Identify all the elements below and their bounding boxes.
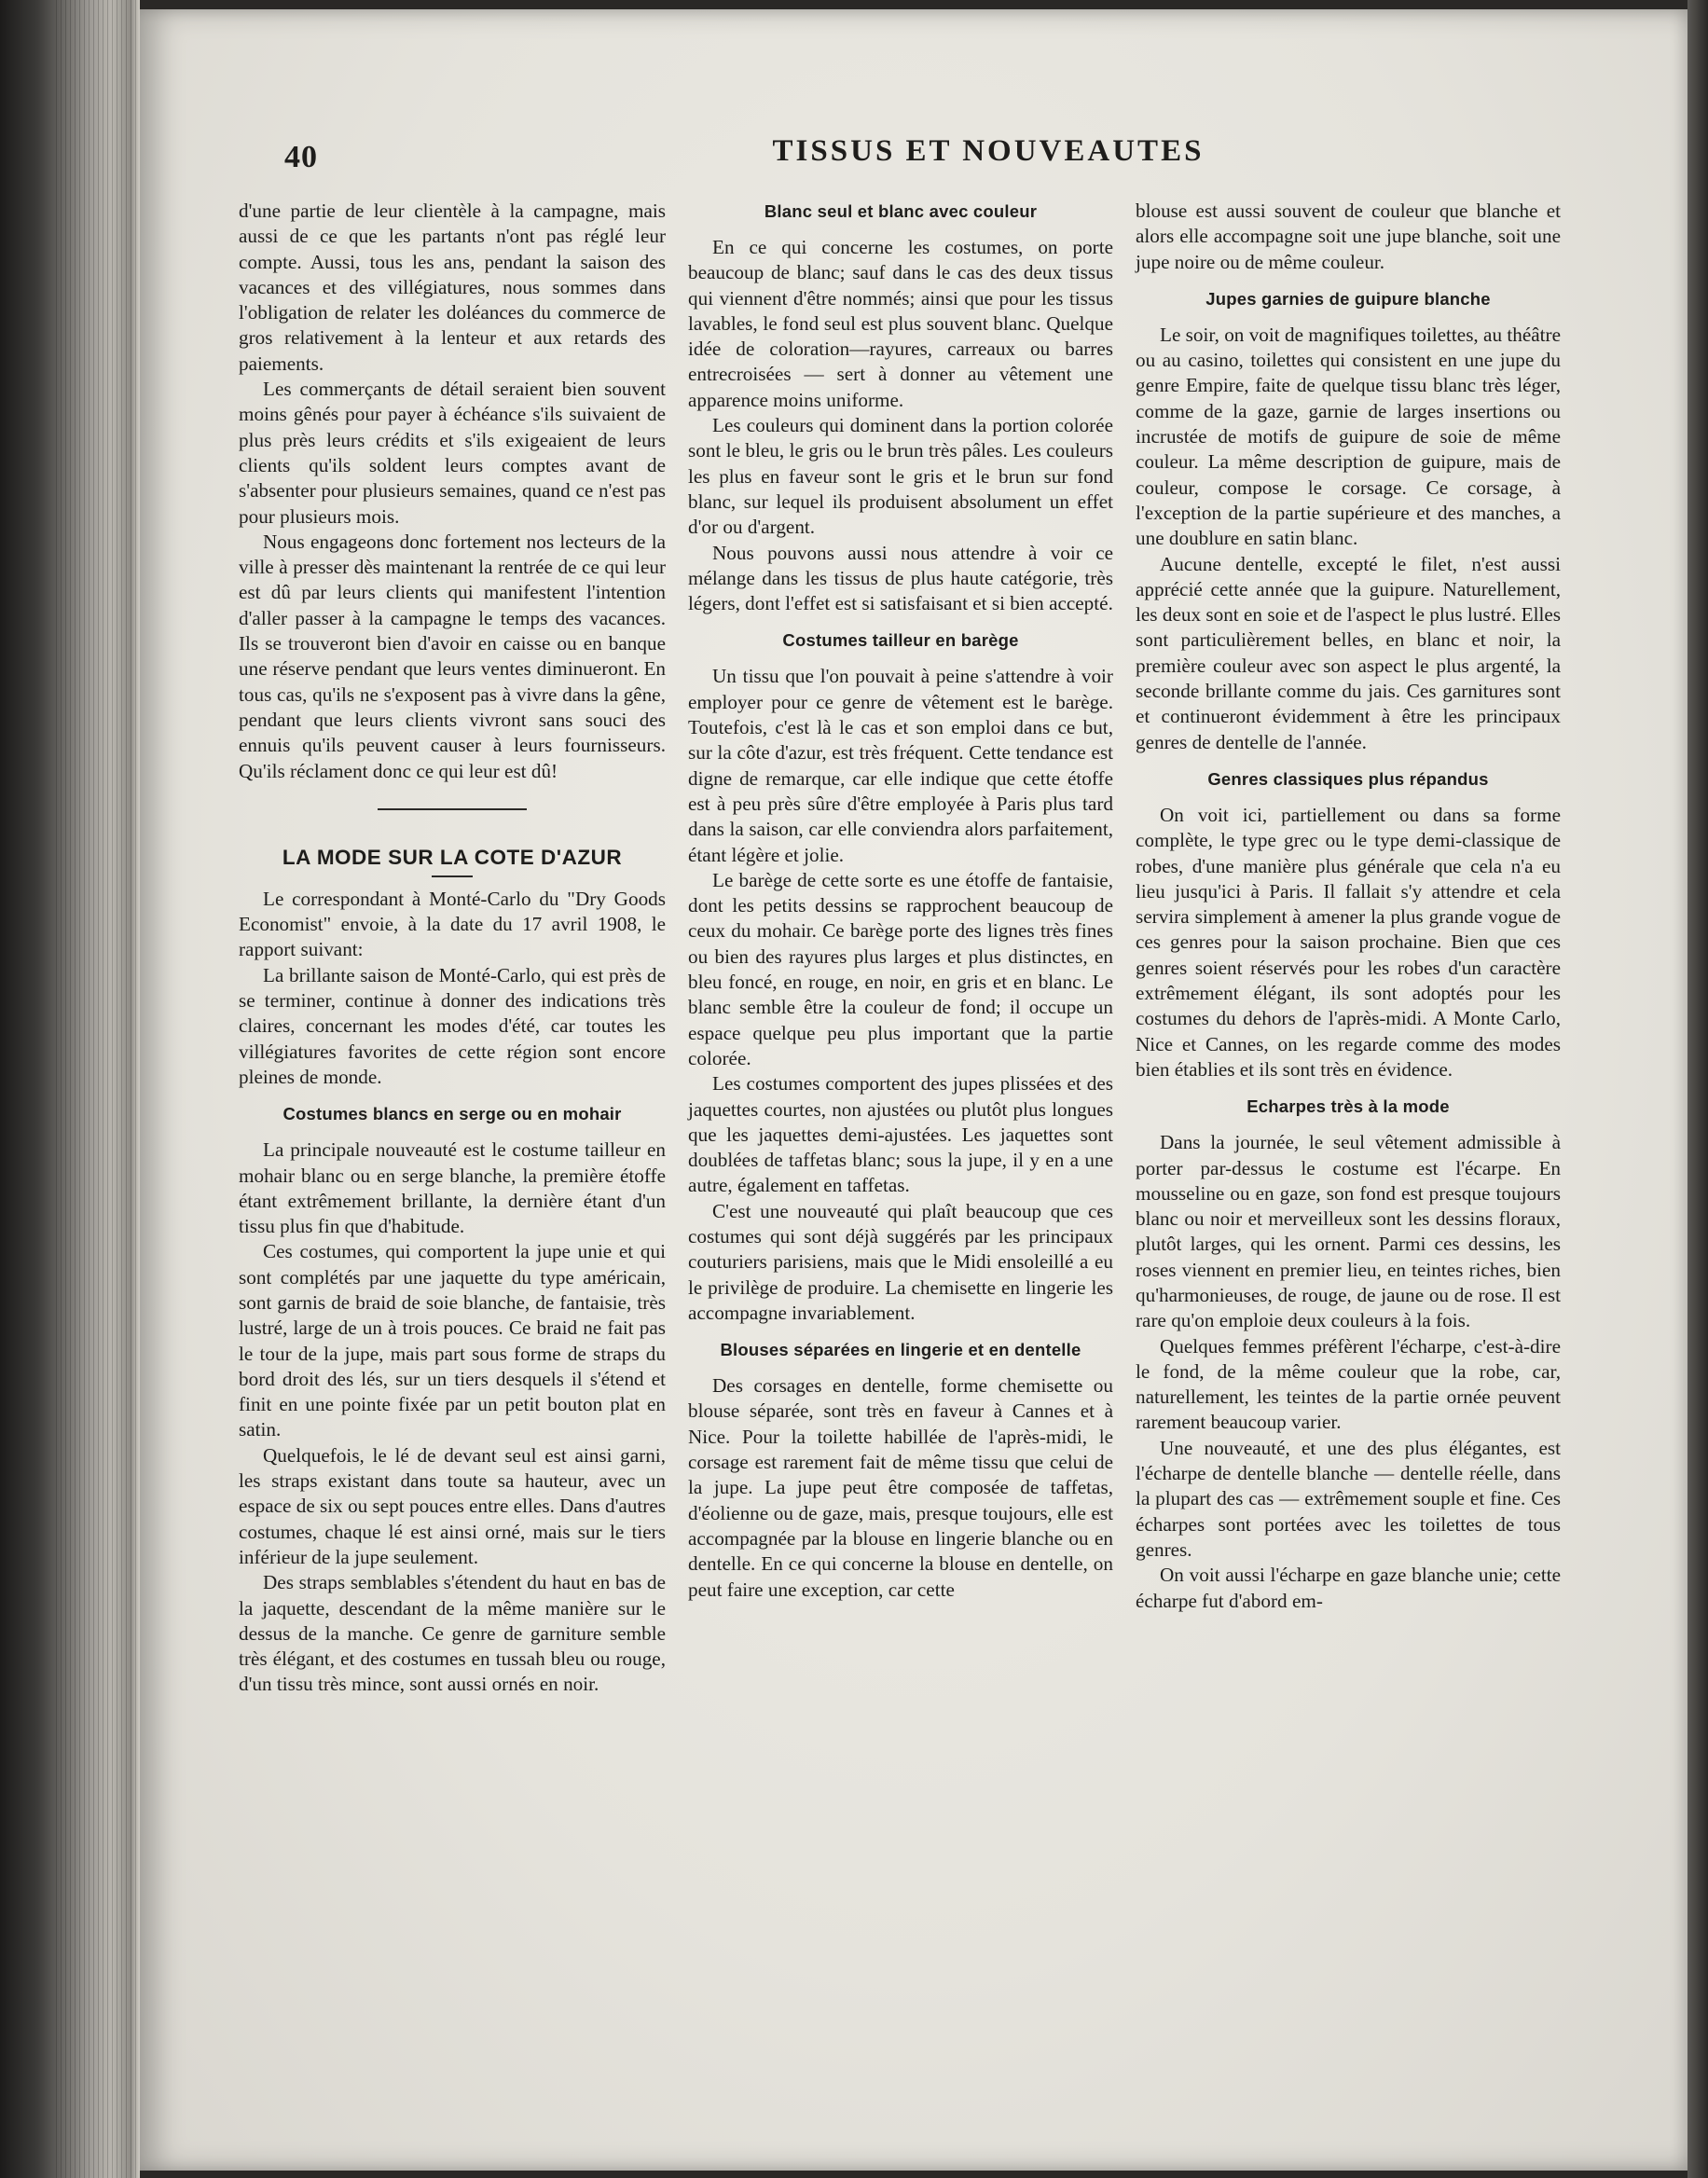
binding-shadow — [1687, 0, 1708, 2178]
paragraph: Quelques femmes préfèrent l'écharpe, c'est-à-dire le fond, de la même couleur que la robe, car, naturellement, les teintes de la partie ornée peuvent rarement beaucoup varier. — [1136, 1334, 1561, 1434]
paragraph: Le barège de cette sorte es une étoffe de fantaisie, dont les petits dessins se rapprochent beaucoup de ceux du mohair. Ce barège porte des lignes très fines ou bien des rayures plus larges et plus distinctes, en bleu foncé, en rouge, en noir, en gris et en blanc. Le blanc semble être la couleur de fond; il occupe un espace quelque peu plus important que la partie colorée. — [688, 868, 1113, 1069]
paragraph: On voit ici, partiellement ou dans sa forme complète, le type grec ou le type demi-classique de robes, d'une manière plus générale que cela n'a eu lieu jusqu'ici à Paris. Il fallait s'y attendre et cela servira simplement à amener la plus grande vogue de ces genres pour la saison prochaine. Bien que ces genres soient réservés pour les robes d'un caractère extrêmement élégant, ils sont adoptés pour les costumes du dehors de l'après-midi. A Monte Carlo, Nice et Cannes, on les regarde comme des modes bien établies et ils sont très en évidence. — [1136, 803, 1561, 1081]
paragraph: Nous pouvons aussi nous attendre à voir ce mélange dans les tissus de plus haute catégorie, très légers, dont l'effet est si satisfaisant et si bien accepté. — [688, 541, 1113, 615]
paragraph: blouse est aussi souvent de couleur que blanche et alors elle accompagne soit une jupe blanche, soit une jupe noire ou de même couleur. — [1136, 200, 1561, 273]
section-heading: Blouses séparées en lingerie et en dentelle — [720, 1340, 1081, 1360]
column-2 — [688, 199, 1113, 1603]
section-divider — [378, 808, 527, 810]
paragraph: Le soir, on voit de magnifiques toilettes, au théâtre ou au casino, toilettes qui consistent en une jupe du genre Empire, faite de quelque tissu blanc très léger, comme de la gaze, garnie de larges insertions ou incrustée de motifs de guipure de soie de même couleur. La même description de guipure, mais de couleur, compose le corsage. Ce corsage, à l'exception de la partie supérieure et des manches, a une doublure en satin blanc. — [1136, 323, 1561, 550]
paragraph: La principale nouveauté est le costume tailleur en mohair blanc ou en serge blanche, la première étoffe étant extrêmement brillante, la dernière étant d'un tissu plus fin que d'habitude. — [239, 1138, 666, 1238]
section-heading: Blanc seul et blanc avec couleur — [764, 201, 1038, 221]
stacked-leaves — [56, 0, 140, 2178]
column-3 — [1136, 199, 1561, 1614]
page-number: 40 — [284, 140, 318, 174]
magazine-page — [140, 9, 1687, 2171]
article-title: LA MODE SUR LA COTE D'AZUR — [282, 845, 623, 869]
paragraph: Les costumes comportent des jupes plissées et des jaquettes courtes, non ajustées ou plutôt plus longues que les jaquettes demi-ajustées. Les jaquettes sont doublées de taffetas blanc; sous la jupe, il y en a une autre, également en taffetas. — [688, 1072, 1113, 1197]
section-heading: Costumes blancs en serge ou en mohair — [282, 1104, 622, 1124]
running-title: TISSUS ET NOUVEAUTES — [772, 134, 1205, 168]
paragraph: Ces costumes, qui comportent la jupe unie et qui sont complétés par une jaquette du type américain, sont garnis de braid de soie blanche, de fantaisie, très lustré, large de un à trois pouces. Ce braid ne fait pas le tour de la jupe, mais part sous forme de straps du bord droit des lés, sur un tiers desquels il s'étend et finit en une pointe fixée par un petit bouton plat en satin. — [239, 1240, 666, 1441]
paragraph: Des straps semblables s'étendent du haut en bas de la jaquette, descendant de la même manière sur le dessus de la manche. Ce genre de garniture semble très élégant, et des costumes en tussah bleu ou rouge, d'un tissu très mince, sont aussi ornés en noir. — [239, 1571, 666, 1696]
paragraph: Une nouveauté, et une des plus élégantes, est l'écharpe de dentelle blanche — dentelle réelle, dans la plupart des cas — extrêmement souple et fine. Ces écharpes sont portées avec les toilettes de tous genres. — [1136, 1436, 1561, 1561]
paragraph: Des corsages en dentelle, forme chemisette ou blouse séparée, sont très en faveur à Cannes et à Nice. Pour la toilette habillée de l'après-midi, le corsage est rarement fait de même tissu que celui de la jupe. La jupe peut être composée de taffetas, d'éolienne ou de gaze, mais, presque toujours, elle est accompagnée par la blouse en lingerie blanche ou en dentelle. En ce qui concerne la blouse en dentelle, on peut faire une exception, car cette — [688, 1374, 1113, 1601]
section-heading: Costumes tailleur en barège — [782, 630, 1019, 651]
paragraph: En ce qui concerne les costumes, on porte beaucoup de blanc; sauf dans le cas des deux tissus qui viennent d'être nommés; ainsi que pour les tissus lavables, le fond seul est plus souvent blanc. Quelque idée de coloration—rayures, carreaux ou barres entrecroisées — sert à donner au vêtement une apparence moins uniforme. — [688, 236, 1113, 411]
paragraph: Un tissu que l'on pouvait à peine s'attendre à voir employer pour ce genre de vêtement est le barège. Toutefois, c'est là le cas et son emploi dans ce but, sur la côte d'azur, est très fréquent. Cette tendance est digne de remarque, car elle indique que cette étoffe est à peu près sûre d'être employée à Paris plus tard dans la saison, car elle conviendra alors parfaitement, étant légère et jolie. — [688, 665, 1113, 866]
book-page-edges — [0, 0, 140, 2178]
paragraph: Les couleurs qui dominent dans la portion colorée sont le bleu, le gris ou le brun très pâles. Les couleurs les plus en faveur sont le gris et le brun sur fond blanc, sur lequel ils produisent absolument un effet d'or ou d'argent. — [688, 414, 1113, 539]
section-heading: Echarpes très à la mode — [1247, 1096, 1450, 1117]
paragraph: Dans la journée, le seul vêtement admissible à porter par-dessus le costume est l'écarpe. En mousseline ou en gaze, son fond est presque toujours blanc ou noir et merveilleux sont les dessins floraux, plutôt larges, qui les ornent. Parmi ces dessins, les roses viennent en premier lieu, en teintes riches, bien qu'harmonieuses, de rouge, de jaune ou de rose. Il est rare qu'on emploie deux couleurs à la fois. — [1136, 1131, 1561, 1332]
section-heading: Genres classiques plus répandus — [1207, 768, 1489, 789]
paragraph: Le correspondant à Monté-Carlo du "Dry Goods Economist" envoie, à la date du 17 avril 1908, le rapport suivant: — [239, 887, 666, 961]
section-heading: Jupes garnies de guipure blanche — [1205, 288, 1491, 309]
title-underline — [432, 875, 473, 877]
paragraph: La brillante saison de Monté-Carlo, qui est près de se terminer, continue à donner des indications très claires, concernant les modes d'été, car toutes les villégiatures favorites de cette région sont encore pleines de monde. — [239, 963, 666, 1088]
paragraph: Nous engageons donc fortement nos lecteurs de la ville à presser dès maintenant la rentrée de ce qui leur est dû par leurs clients qui manifestent l'intention d'aller passer à la campagne le temps des vacances. Ils se trouveront bien d'avoir en caisse ou en banque une réserve pendant que leurs ventes diminueront. En tous cas, qu'ils ne s'exposent pas à vivre dans la gêne, pendant que leurs clients vivront sans souci des ennuis qu'ils peuvent causer à leurs fournisseurs. Qu'ils réclament donc ce qui leur est dû! — [239, 530, 666, 782]
paragraph: C'est une nouveauté qui plaît beaucoup que ces costumes qui sont déjà suggérés par les principaux couturiers parisiens, mais que le Midi ensoleillé a eu le privilège de produire. La chemisette en lingerie les accompagne invariablement. — [688, 1199, 1113, 1324]
paragraph: Quelquefois, le lé de devant seul est ainsi garni, les straps existant dans toute sa hauteur, avec un espace de six ou sept pouces entre elles. Dans d'autres costumes, chaque lé est ainsi orné, mais sur le tiers inférieur de la jupe seulement. — [239, 1443, 667, 1568]
paragraph: Aucune dentelle, excepté le filet, n'est aussi apprécié cette année que la guipure. Naturellement, les deux sont en soie et de l'aspect le plus lustré. Elles sont particulièrement belles, en blanc et noir, la première couleur avec son aspect le plus argenté, la seconde brillante comme du jais. Ces garnitures sont et continueront évidemment à être les principaux genres de dentelle de l'année. — [1136, 552, 1561, 753]
paragraph: On voit aussi l'écharpe en gaze blanche unie; cette écharpe fut d'abord em- — [1136, 1564, 1561, 1612]
column-1 — [239, 199, 666, 1698]
paragraph: d'une partie de leur clientèle à la campagne, mais aussi de ce que les partants n'ont pas réglé leur compte. Aussi, tous les ans, pendant la saison des vacances et des villégiatures, nous sommes dans l'obligation de relater les doléances du commerce de gros relativement à la lenteur et aux retards des paiements. — [239, 200, 666, 375]
paragraph: Les commerçants de détail seraient bien souvent moins gênés pour payer à échéance s'ils suivaient de plus près leurs crédits et s'ils exigeaient de leurs clients qu'ils soldent leurs comptes avant de s'absenter pour plusieurs semaines, quand ce n'est pas pour plusieurs mois. — [239, 378, 666, 528]
